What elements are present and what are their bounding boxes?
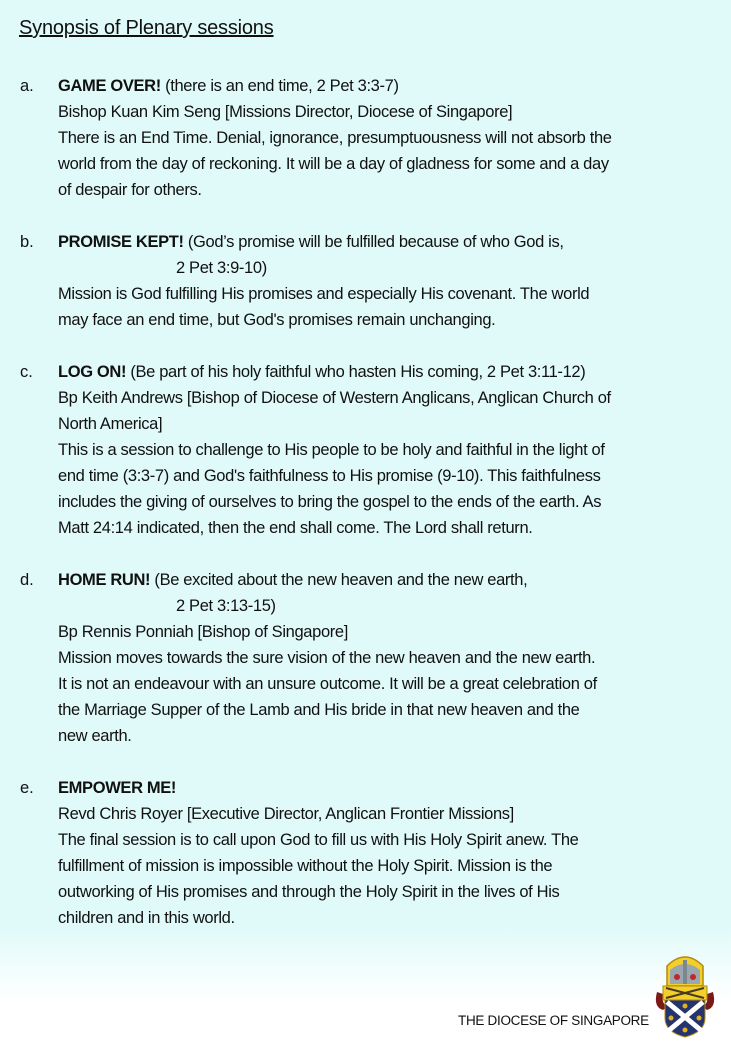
sessions-list: [0, 73, 731, 957]
session-subtitle: (God’s promise will be fulfilled because of who God is,: [183, 233, 564, 251]
session-heading-line: [58, 73, 731, 99]
session-subtitle: (there is an end time, 2 Pet 3:3-7): [160, 77, 399, 95]
session-text-line: It is not an endeavour with an unsure outcome. It will be a great celebration of: [58, 675, 597, 693]
session-text-line: new earth.: [58, 727, 132, 745]
session-subtitle: (Be excited about the new heaven and the new earth,: [150, 571, 528, 589]
session-letter: e.: [20, 779, 34, 797]
session-heading: EMPOWER ME!: [58, 779, 177, 797]
session-letter: d.: [20, 571, 34, 589]
session-text-line: may face an end time, but God's promises remain unchanging.: [58, 311, 496, 329]
session-heading-line: [58, 775, 731, 801]
session-heading-line: [58, 229, 731, 255]
session-text-line: includes the giving of ourselves to bring the gospel to the ends of the earth. As: [58, 493, 602, 511]
session-e: [0, 775, 731, 931]
session-text-line: The final session is to call upon God to fill us with His Holy Spirit anew. The: [58, 831, 579, 849]
session-heading-line: [58, 359, 731, 385]
session-heading: PROMISE KEPT!: [58, 233, 184, 251]
footer-text: THE DIOCESE OF SINGAPORE: [458, 1013, 649, 1028]
session-text-line: Bp Keith Andrews [Bishop of Diocese of Western Anglicans, Anglican Church of: [58, 389, 611, 407]
session-text-line: There is an End Time. Denial, ignorance, presumptuousness will not absorb the: [58, 129, 612, 147]
session-subtitle-cont: 2 Pet 3:9-10): [176, 259, 267, 277]
session-text-line: of despair for others.: [58, 181, 202, 199]
session-heading: GAME OVER!: [58, 77, 161, 95]
session-text-line: the Marriage Supper of the Lamb and His bride in that new heaven and the: [58, 701, 580, 719]
session-text-line: This is a session to challenge to His people to be holy and faithful in the light of: [58, 441, 605, 459]
session-letter: a.: [20, 77, 34, 95]
session-text-line: children and in this world.: [58, 909, 235, 927]
session-subtitle: (Be part of his holy faithful who hasten His coming, 2 Pet 3:11-12): [126, 363, 586, 381]
session-d: [0, 567, 731, 749]
session-text-line: Mission moves towards the sure vision of the new heaven and the new earth.: [58, 649, 596, 667]
session-text-line: Bishop Kuan Kim Seng [Missions Director, Diocese of Singapore]: [58, 103, 513, 121]
diocese-crest-logo: [653, 952, 717, 1038]
session-text-line: outworking of His promises and through the Holy Spirit in the lives of His: [58, 883, 560, 901]
session-b: [0, 229, 731, 333]
session-text-line: Matt 24:14 indicated, then the end shall come. The Lord shall return.: [58, 519, 533, 537]
session-text-line: world from the day of reckoning. It will be a day of gladness for some and a day: [58, 155, 609, 173]
session-subtitle-cont: 2 Pet 3:13-15): [176, 597, 276, 615]
session-heading: LOG ON!: [58, 363, 127, 381]
session-c: [0, 359, 731, 541]
session-text-line: Revd Chris Royer [Executive Director, Anglican Frontier Missions]: [58, 805, 514, 823]
session-letter: c.: [20, 363, 33, 381]
page-title: Synopsis of Plenary sessions: [19, 17, 274, 39]
session-a: [0, 73, 731, 203]
session-heading: HOME RUN!: [58, 571, 151, 589]
session-text-line: North America]: [58, 415, 163, 433]
session-letter: b.: [20, 233, 34, 251]
session-heading-line: [58, 567, 731, 593]
session-text-line: end time (3:3-7) and God's faithfulness to His promise (9-10). This faithfulness: [58, 467, 601, 485]
session-text-line: Mission is God fulfilling His promises and especially His covenant. The world: [58, 285, 590, 303]
session-text-line: Bp Rennis Ponniah [Bishop of Singapore]: [58, 623, 348, 641]
session-text-line: fulfillment of mission is impossible without the Holy Spirit. Mission is the: [58, 857, 553, 875]
